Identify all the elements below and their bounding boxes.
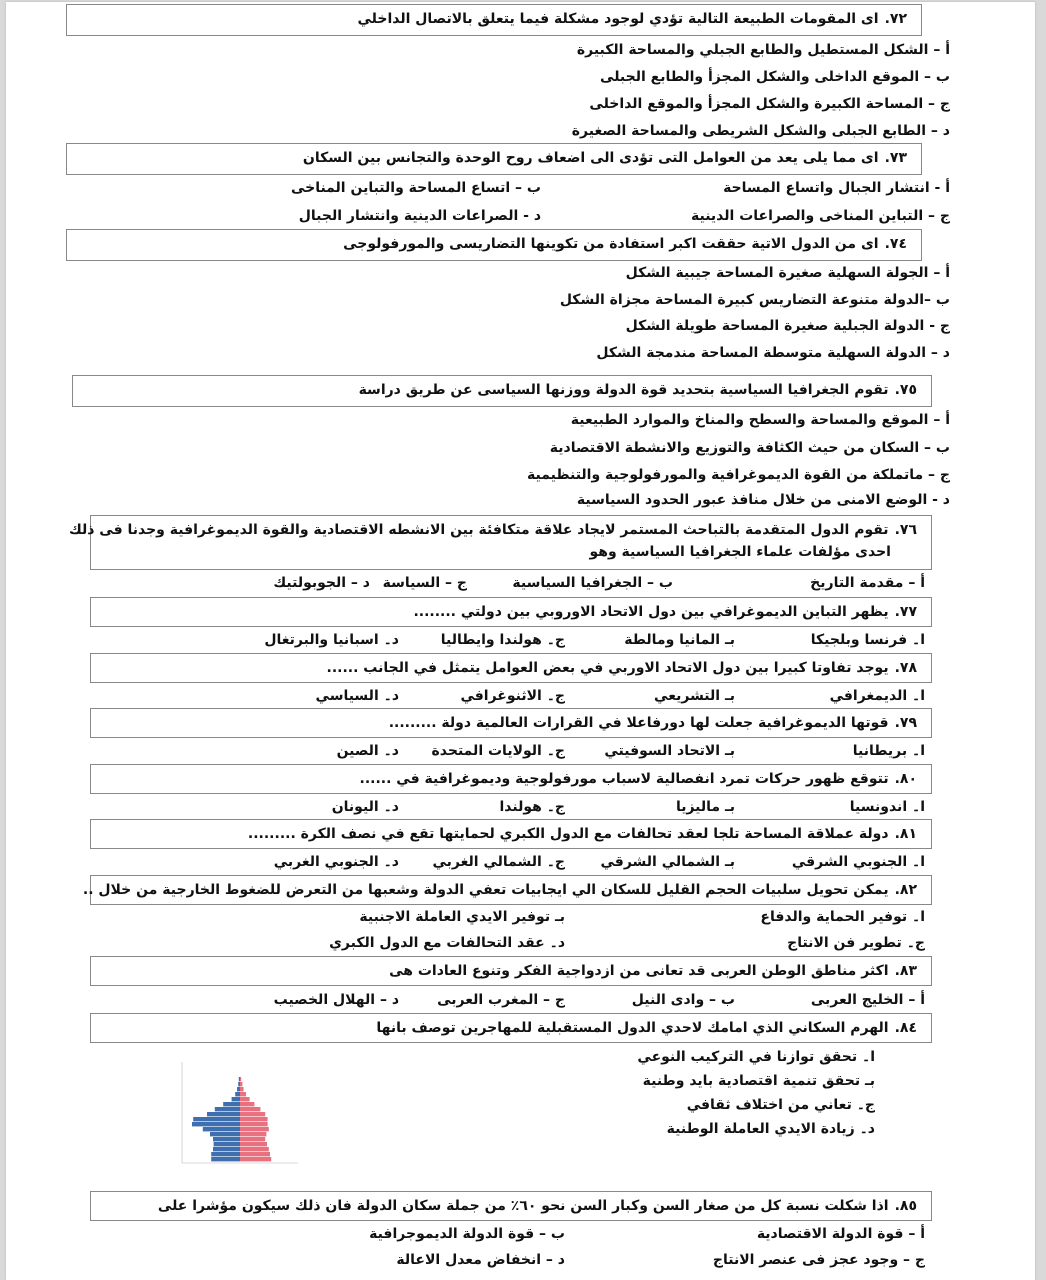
option-c: ج – وجود عجز فى عنصر الانتاج — [712, 1252, 925, 1268]
option-b: بـ تحقق تنمية اقتصادية بايد وطنية — [642, 1073, 875, 1089]
option-c: ج۔ الولايات المتحدة — [431, 743, 565, 759]
pyramid-male-bar — [238, 1082, 240, 1086]
option-a: أ – الموقع والمساحة والسطح والمناخ والموارد الطبيعية — [570, 412, 950, 428]
question-73 — [66, 143, 922, 175]
pyramid-male-bar — [214, 1142, 240, 1146]
option-c: ج – السياسة — [382, 575, 467, 591]
option-a: ا۔ فرنسا وبلجيكا — [810, 632, 925, 648]
pyramid-female-bar — [240, 1132, 266, 1136]
pyramid-female-bar — [240, 1117, 268, 1121]
pyramid-female-bar — [240, 1102, 254, 1106]
question-number: ٧٦. — [894, 522, 917, 538]
question-text: تتوقع ظهور حركات تمرد انفصالية لاسباب مورفولوجية وديموغرافية في ...... — [359, 771, 889, 787]
pyramid-female-bar — [240, 1147, 269, 1151]
question-text: يمكن تحويل سلبيات الحجم القليل للسكان الي ايجابيات تعفي الدولة وشعبها من التعرض للضغوط الخارجية من خلال .. — [82, 882, 889, 898]
pyramid-female-bar — [240, 1122, 268, 1126]
option-d: د۔ السياسي — [315, 688, 399, 704]
question-text: اى المقومات الطبيعة التالية تؤدي لوجود مشكلة فيما يتعلق بالاتصال الداخلي — [357, 11, 879, 27]
option-d: د۔ الجنوبي الغربي — [273, 854, 399, 870]
option-b: ب –الدولة متنوعة التضاريس كبيرة المساحة مجزاة الشكل — [559, 292, 950, 308]
option-d: د۔ اليونان — [331, 799, 399, 815]
pyramid-male-bar — [223, 1102, 240, 1106]
pyramid-female-bar — [240, 1142, 267, 1146]
option-b: بـ توفير الايدي العاملة الاجنبية — [359, 909, 565, 925]
option-a: ا۔ اندونسيا — [849, 799, 925, 815]
question-number: ٧٩. — [894, 715, 917, 731]
pyramid-male-bar — [211, 1152, 240, 1156]
option-a: ا۔ الجنوبي الشرقي — [791, 854, 925, 870]
option-b: ب – وادى النيل — [631, 992, 735, 1008]
option-c: ج – ماتملكة من القوة الديموغرافية والمورفولوجية والتنظيمية — [527, 467, 950, 483]
option-c: ج۔ تعاني من اختلاف ثقافي — [686, 1097, 875, 1113]
option-d: د۔ اسبانيا والبرتغال — [264, 632, 399, 648]
option-d: د – الطابع الجبلى والشكل الشريطى والمساحة الصغيرة — [571, 123, 950, 139]
option-d: د۔ زيادة الايدي العاملة الوطنية — [666, 1121, 875, 1137]
pyramid-female-bar — [240, 1112, 265, 1116]
option-d: د – الدولة السهلية متوسطة المساحة مندمجة الشكل — [596, 345, 950, 361]
question-number: ٧٥. — [894, 382, 917, 398]
question-text: يوجد تفاوتا كبيرا بين دول الاتحاد الاوربي في بعض العوامل يتمثل في الجانب ...... — [326, 660, 889, 676]
pyramid-male-bar — [237, 1087, 240, 1091]
question-text: اى مما يلى يعد من العوامل التى تؤدى الى اضعاف روح الوحدة والتجانس بين السكان — [302, 150, 879, 166]
option-c: ج۔ الشمالي الغربي — [432, 854, 565, 870]
option-d: د – الهلال الخصيب — [273, 992, 399, 1008]
option-a: ا۔ الديمغرافي — [829, 688, 925, 704]
question-74 — [66, 229, 922, 261]
option-b: بـ الاتحاد السوفيتي — [604, 743, 735, 759]
pyramid-male-bar — [211, 1157, 240, 1161]
option-b: بـ الشمالي الشرقي — [600, 854, 735, 870]
pyramid-male-bar — [213, 1137, 240, 1141]
option-b: ب – اتساع المساحة والتباين المناخى — [290, 180, 541, 196]
pyramid-male-bar — [215, 1107, 240, 1111]
option-b: ب – السكان من حيث الكثافة والتوزيع والانشطة الاقتصادية — [549, 440, 950, 456]
option-b: ب – الموقع الداخلى والشكل المجزأ والطابع الجبلى — [600, 69, 950, 85]
option-a: ا۔ تحقق توازنا في التركيب النوعي — [637, 1049, 875, 1065]
pyramid-male-bar — [207, 1112, 240, 1116]
pyramid-female-bar — [240, 1157, 271, 1161]
question-number: ٧٧. — [894, 604, 917, 620]
question-text: تقوم الجغرافيا السياسية بتحديد قوة الدولة ووزنها السياسى عن طريق دراسة — [358, 382, 889, 398]
question-text: دولة عملاقة المساحة تلجا لعقد تحالفات مع الدول الكبري لحمايتها تقع في نصف الكرة ......... — [247, 826, 889, 842]
pyramid-female-bar — [240, 1152, 270, 1156]
question-number: ٨٣. — [894, 963, 917, 979]
option-b: بـ ماليزيا — [675, 799, 735, 815]
question-72 — [66, 4, 922, 36]
question-number: ٨١. — [894, 826, 917, 842]
question-number: ٨٠. — [894, 771, 917, 787]
question-82 — [82, 875, 932, 905]
option-c: ج – المساحة الكبيرة والشكل المجزأ والموقع الداخلى — [589, 96, 950, 112]
option-a: ا۔ توفير الحماية والدفاع — [760, 909, 925, 925]
question-84 — [90, 1013, 932, 1043]
option-a: أ – الجولة السهلية صغيرة المساحة جيبية الشكل — [625, 265, 950, 281]
pyramid-male-bar — [232, 1097, 240, 1101]
option-d: د – انخفاض معدل الاعالة — [396, 1252, 565, 1268]
option-c: ج – المغرب العربى — [437, 992, 565, 1008]
option-c: ج – التباين المناخى والصراعات الدينية — [691, 208, 950, 224]
option-c: ج۔ الاثنوغرافي — [460, 688, 565, 704]
pyramid-male-bar — [213, 1147, 240, 1151]
question-text: اى من الدول الاتية حققت اكبر استفادة من تكوينها التضاريسى والمورفولوجى — [343, 236, 879, 252]
option-c: ج - الدولة الجبلية صغيرة المساحة طويلة الشكل — [625, 318, 950, 334]
pyramid-male-bar — [235, 1092, 240, 1096]
question-text: تقوم الدول المتقدمة بالتباحث المستمر لايجاد علاقة متكافئة بين الانشطه الاقتصادية والقوة الديموغرافية وجدنا فى ذلك — [68, 522, 889, 538]
question-77 — [90, 597, 932, 627]
question-text: اذا شكلت نسبة كل من صغار السن وكبار السن نحو ٦٠٪ من جملة سكان الدولة فان ذلك سيكون مؤشرا على — [157, 1198, 889, 1214]
question-number: ٨٢. — [894, 882, 917, 898]
question-75 — [72, 375, 932, 407]
question-76 — [68, 515, 932, 570]
question-number: ٧٣. — [884, 150, 907, 166]
question-number: ٧٨. — [894, 660, 917, 676]
option-b: ب – الجغرافيا السياسية — [512, 575, 673, 591]
pyramid-female-bar — [240, 1092, 246, 1096]
option-a: أ - انتشار الجبال واتساع المساحة — [723, 180, 950, 196]
question-79 — [90, 708, 932, 738]
question-78 — [90, 653, 932, 683]
question-text: الهرم السكاني الذي امامك لاحدي الدول المستقبلية للمهاجرين توصف بانها — [376, 1020, 889, 1036]
option-a: أ – الشكل المستطيل والطابع الجبلي والمساحة الكبيرة — [576, 42, 950, 58]
question-number: ٨٤. — [894, 1020, 917, 1036]
pyramid-male-bar — [203, 1127, 240, 1131]
pyramid-female-bar — [240, 1127, 269, 1131]
question-text: اكثر مناطق الوطن العربى قد تعانى من ازدواجية الفكر وتنوع العادات هى — [389, 963, 889, 979]
option-d: د - الوضع الامنى من خلال منافذ عبور الحدود السياسية — [576, 492, 950, 508]
population-pyramid-figure — [174, 1052, 304, 1182]
question-text: يظهر التباين الديموغرافي بين دول الاتحاد الاوروبي بين دولتي ........ — [413, 604, 889, 620]
pyramid-female-bar — [240, 1097, 250, 1101]
pyramid-female-bar — [240, 1087, 244, 1091]
question-81 — [90, 819, 932, 849]
pyramid-female-bar — [240, 1082, 242, 1086]
option-c: ج۔ تطوير فن الانتاج — [787, 935, 925, 951]
option-d: د - الصراعات الدينية وانتشار الجبال — [298, 208, 541, 224]
option-a: أ – قوة الدولة الاقتصادية — [756, 1226, 925, 1242]
pyramid-female-bar — [240, 1077, 241, 1081]
question-number: ٧٤. — [884, 236, 907, 252]
question-83 — [90, 956, 932, 986]
option-d: د – الجوبولتيك — [273, 575, 370, 591]
option-b: بـ التشريعي — [654, 688, 735, 704]
option-a: أ – الخليج العربى — [810, 992, 925, 1008]
pyramid-male-bar — [192, 1122, 240, 1126]
question-80 — [90, 764, 932, 794]
option-b: بـ المانيا ومالطة — [624, 632, 735, 648]
option-a: أ – مقدمة التاريخ — [810, 575, 925, 591]
question-number: ٧٢. — [884, 11, 907, 27]
option-c: ج۔ هولندا — [499, 799, 565, 815]
pyramid-female-bar — [240, 1107, 260, 1111]
question-number: ٨٥. — [894, 1198, 917, 1214]
question-text: قوتها الديموغرافية جعلت لها دورفاعلا في القرارات العالمية دولة ......... — [388, 715, 889, 731]
exam-page — [6, 2, 1035, 1280]
option-d: د۔ الصين — [336, 743, 399, 759]
question-85 — [90, 1191, 932, 1221]
pyramid-female-bar — [240, 1137, 265, 1141]
pyramid-male-bar — [193, 1117, 240, 1121]
option-a: ا۔ بريطانيا — [852, 743, 925, 759]
pyramid-male-bar — [210, 1132, 240, 1136]
question-text-line2: احدى مؤلفات علماء الجغرافيا السياسية وهو — [589, 544, 891, 560]
option-c: ج۔ هولندا وايطاليا — [440, 632, 565, 648]
option-b: ب – قوة الدولة الديموجرافية — [369, 1226, 565, 1242]
pyramid-male-bar — [239, 1077, 240, 1081]
option-d: د۔ عقد التحالفات مع الدول الكبري — [329, 935, 565, 951]
